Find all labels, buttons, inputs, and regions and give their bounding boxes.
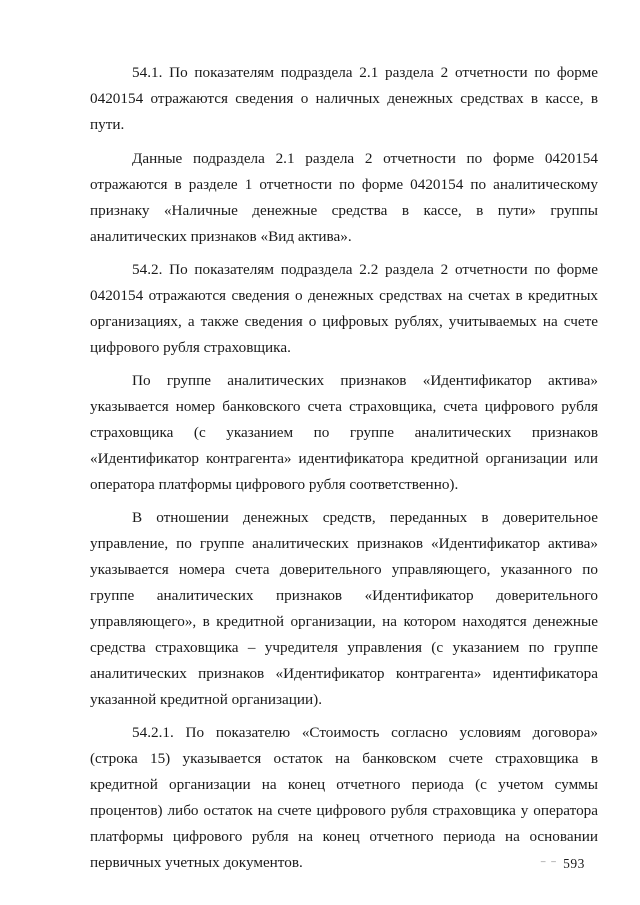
- page-number: [540, 856, 585, 872]
- paragraph-54-2: 54.2. По показателям подраздела 2.2 раздела 2 отчетности по форме 0420154 отражаются сведения о денежных средствах на счетах в кредитных организациях, а также сведения о цифровых рублях, учитываемых на счете цифрового рубля страховщика.: [90, 261, 598, 356]
- paragraph-trust-management: В отношении денежных средств, переданных в доверительное управление, по группе аналитических признаков «Идентификатор актива» указывается номера счета доверительного управляющего, указанного по группе аналитических признаков «Идентификатор доверительного управляющего», в кредитной организации, на котором находятся денежные средства страховщика – учредителя управления (с указанием по группе аналитических признаков «Идентификатор контрагента» идентификатора указанной кредитной организации).: [90, 509, 598, 708]
- page-number-value: 593: [563, 856, 585, 871]
- scan-mark-icon: ⁻ ⁻: [540, 857, 558, 871]
- paragraph-asset-identifier: По группе аналитических признаков «Идентификатор актива» указывается номер банковского счета страховщика, счета цифрового рубля страховщика (с указанием по группе аналитических признаков «Идентификатор контрагента» идентификатора кредитной организации или оператора платформы цифрового рубля соответственно).: [90, 372, 598, 493]
- paragraph-54-2-1: 54.2.1. По показателю «Стоимость согласно условиям договора» (строка 15) указывается остаток на банковском счете страховщика в кредитной организации на конец отчетного периода (с учетом суммы процентов) либо остаток на счете цифрового рубля страховщика у оператора платформы цифрового рубля на конец отчетного периода на основании первичных учетных документов.: [90, 724, 598, 871]
- document-body: [90, 60, 598, 883]
- paragraph-54-1: 54.1. По показателям подраздела 2.1 раздела 2 отчетности по форме 0420154 отражаются сведения о наличных денежных средствах в кассе, в пути.: [90, 64, 598, 133]
- paragraph-section-2-1-data: Данные подраздела 2.1 раздела 2 отчетности по форме 0420154 отражаются в разделе 1 отчетности по форме 0420154 по аналитическому признаку «Наличные денежные средства в кассе, в пути» группы аналитических признаков «Вид актива».: [90, 150, 598, 245]
